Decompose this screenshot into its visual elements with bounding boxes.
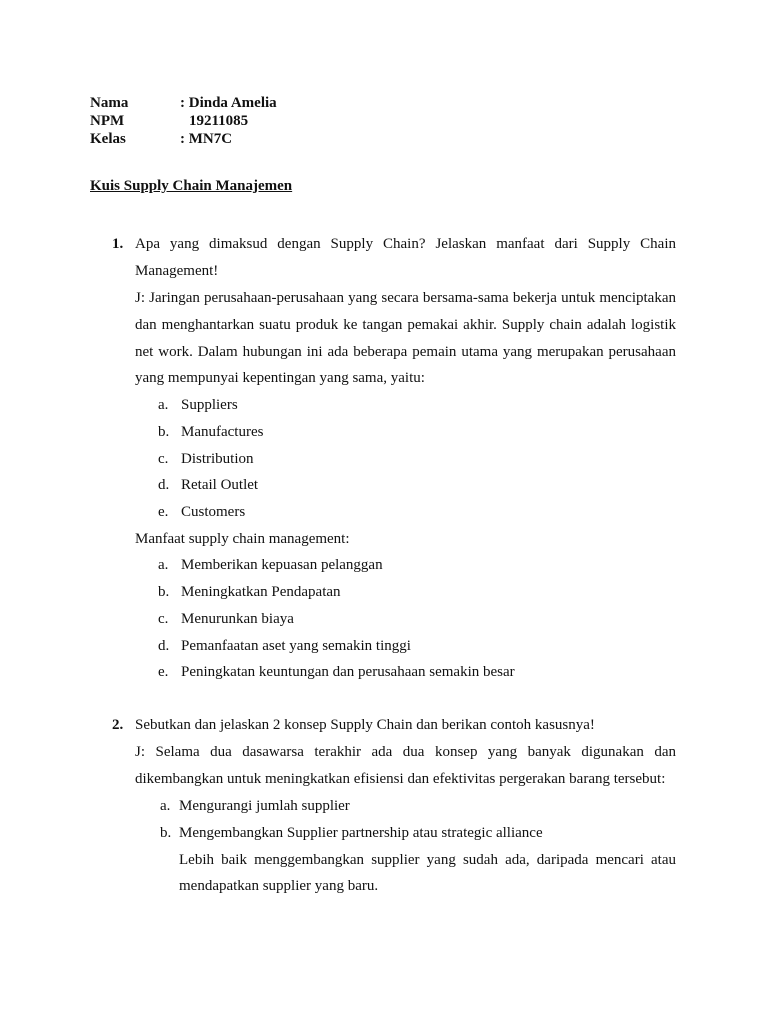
- concept-letter: a.: [160, 798, 171, 814]
- player-letter: b.: [158, 424, 170, 440]
- benefit-item: Pemanfaatan aset yang semakin tinggi: [181, 638, 411, 654]
- player-item: Suppliers: [181, 397, 238, 413]
- concept-item: Mengurangi jumlah supplier: [179, 798, 350, 814]
- concept-letter: b.: [160, 825, 172, 841]
- class-value: : MN7C: [180, 131, 233, 147]
- player-item: Manufactures: [181, 424, 264, 440]
- benefit-letter: b.: [158, 584, 170, 600]
- question-1-number: 1.: [112, 236, 124, 252]
- concept-explanation-line-2: mendapatkan supplier yang baru.: [179, 878, 379, 894]
- benefit-item: Peningkatan keuntungan dan perusahaan semakin besar: [181, 664, 515, 680]
- answer-1-line-4: yang mempunyai kepentingan yang sama, yaitu:: [135, 370, 425, 386]
- quiz-title: Kuis Supply Chain Manajemen: [90, 178, 293, 194]
- player-item: Customers: [181, 504, 246, 520]
- benefit-letter: c.: [158, 611, 169, 627]
- player-letter: c.: [158, 451, 169, 467]
- benefit-letter: e.: [158, 664, 169, 680]
- concept-item: Mengembangkan Supplier partnership atau strategic alliance: [179, 825, 543, 841]
- benefit-item: Menurunkan biaya: [181, 611, 294, 627]
- benefit-item: Memberikan kepuasan pelanggan: [181, 557, 383, 573]
- answer-2-line-2: dikembangkan untuk meningkatkan efisiensi dan efektivitas pergerakan barang tersebut:: [135, 771, 666, 787]
- concept-explanation-line-1: Lebih baik menggembangkan supplier yang sudah ada, daripada mencari atau: [179, 852, 676, 868]
- benefit-letter: a.: [158, 557, 169, 573]
- benefits-heading: Manfaat supply chain management:: [135, 531, 350, 547]
- name-label: Nama: [90, 95, 129, 111]
- player-letter: a.: [158, 397, 169, 413]
- class-label: Kelas: [90, 131, 126, 147]
- answer-1-line-2: dan menghantarkan suatu produk ke tangan pemakai akhir. Supply chain adalah logistik: [135, 317, 676, 333]
- player-item: Retail Outlet: [181, 477, 259, 493]
- name-value: : Dinda Amelia: [180, 95, 277, 111]
- benefit-letter: d.: [158, 638, 170, 654]
- player-letter: d.: [158, 477, 170, 493]
- npm-value: 19211085: [189, 113, 249, 129]
- question-2-number: 2.: [112, 717, 124, 733]
- answer-1-line-1: J: Jaringan perusahaan-perusahaan yang secara bersama-sama bekerja untuk menciptakan: [135, 290, 676, 306]
- player-item: Distribution: [181, 451, 254, 467]
- question-1-line-2: Management!: [135, 263, 219, 279]
- question-1-line-1: Apa yang dimaksud dengan Supply Chain? Jelaskan manfaat dari Supply Chain: [135, 236, 676, 252]
- answer-1-line-3: net work. Dalam hubungan ini ada beberapa pemain utama yang merupakan perusahaan: [135, 344, 676, 360]
- answer-2-line-1: J: Selama dua dasawarsa terakhir ada dua konsep yang banyak digunakan dan: [135, 744, 676, 760]
- benefit-item: Meningkatkan Pendapatan: [181, 584, 341, 600]
- player-letter: e.: [158, 504, 169, 520]
- npm-label: NPM: [90, 113, 125, 129]
- question-2-text: Sebutkan dan jelaskan 2 konsep Supply Chain dan berikan contoh kasusnya!: [135, 717, 595, 733]
